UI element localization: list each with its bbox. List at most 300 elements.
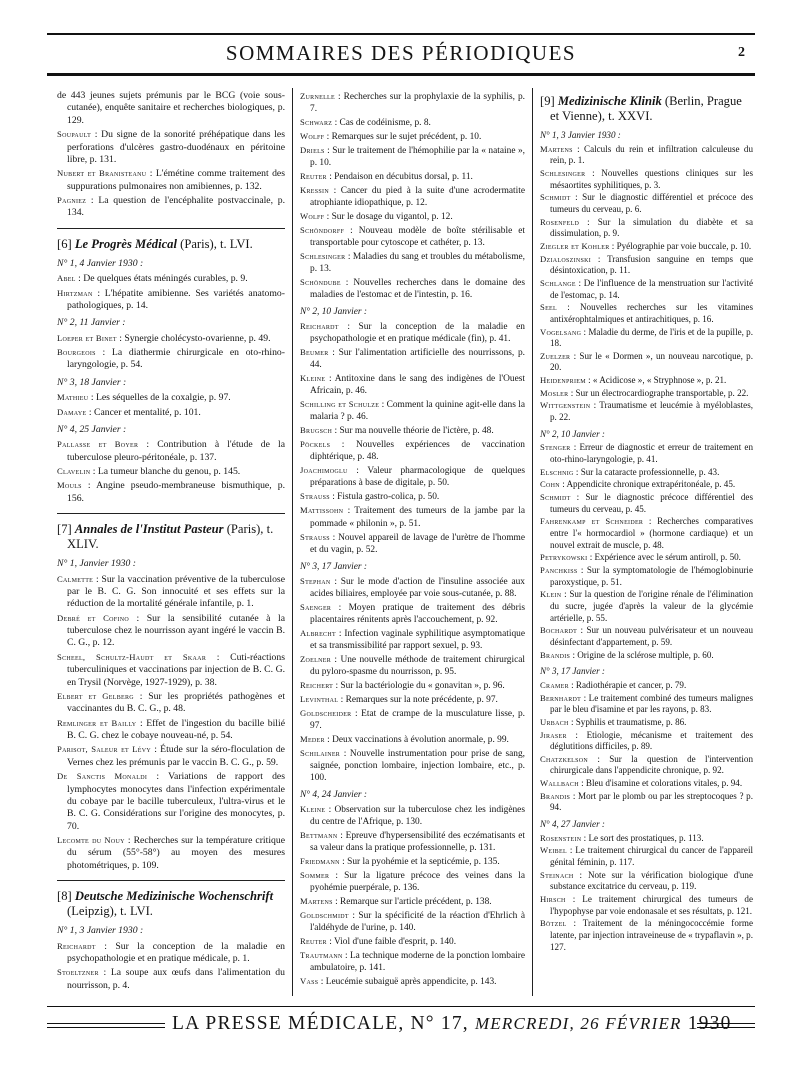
entry xyxy=(300,747,525,784)
entry-text: : Recherches comparatives entre l'« hormocardiol » (hormone cardiaque) et un nouvel extrait de muscle, p. 48. xyxy=(550,516,754,550)
entry-text: : Infection vaginale syphilitique asymptomatique et sa transmissibilité par rapport sexuel, p. 93. xyxy=(310,628,525,651)
entry-author: Debré et Cofino xyxy=(57,612,129,623)
entry xyxy=(300,869,525,894)
entry-text: : Erreur de diagnostic et erreur de traitement en oto-rhino-laryngologie, p. 41. xyxy=(550,442,753,465)
entry-text: : L'hépatite amibienne. Ses variétés anatomo-pathologiques, p. 14. xyxy=(67,287,285,311)
entry-text: : Nouvelles recherches dans le domaine des maladies de l'estomac et de l'intestin, p. 16. xyxy=(310,278,525,301)
entry-author: Reuter xyxy=(300,171,327,182)
entry-author: Pöckels xyxy=(300,439,331,450)
column-2 xyxy=(300,90,525,989)
entry-author: Trautmann xyxy=(300,950,343,960)
entry-text: : Radiothérapie et cancer, p. 79. xyxy=(568,679,687,690)
journal-heading xyxy=(540,94,753,124)
column-3 xyxy=(540,90,753,954)
entry-text: : De l'influence de la menstruation sur l'activité de l'estomac, p. 14. xyxy=(550,277,753,300)
entry-author: Hirsch xyxy=(540,894,566,905)
page-header xyxy=(47,39,755,69)
entry xyxy=(300,184,525,209)
entry xyxy=(540,388,753,400)
issue-heading: N° 2, 11 Janvier : xyxy=(57,317,126,329)
entry xyxy=(300,372,525,397)
entry-author: Elbert et Gelberg xyxy=(57,690,134,701)
entry-text: : Remarques sur le sujet précédent, p. 10. xyxy=(324,132,482,143)
entry-author: Reuter xyxy=(300,935,327,946)
journal-number: [7] xyxy=(57,522,72,537)
entry-author: Goldscheider xyxy=(300,707,352,718)
entry-author: Schlange xyxy=(540,277,576,288)
entry-text: : La diathermie chirurgicale en oto-rhino-laryngologie, p. 54. xyxy=(67,347,285,371)
entry-text: : Le traitement combiné des tumeurs malignes par le bleu d'isamine et par les rayons, p. 83. xyxy=(550,692,753,715)
entry-author: Bourgeois xyxy=(57,347,96,357)
entry xyxy=(57,167,285,193)
journal-heading xyxy=(57,889,285,919)
entry xyxy=(540,217,753,240)
entry-text: : De quelques états méningés curables, p. 9. xyxy=(75,273,248,285)
entry-author: Heidenpriem xyxy=(540,375,586,386)
entry xyxy=(300,250,525,275)
entry-text: : Nouvelles expériences de vaccination diphtérique, p. 48. xyxy=(310,440,525,463)
entry xyxy=(57,406,285,419)
entry-text: : Note sur la vérification biologique d'une substance excitatrice du cerveau, p. 119. xyxy=(550,869,753,892)
entry-text: : Nouveau modèle de boîte stérilisable et transportable pour cytoscope et cathéter, p. 13. xyxy=(310,226,525,249)
entry-author: Kressin xyxy=(300,185,329,196)
entry-text: : Synergie cholécysto-ovarienne, p. 49. xyxy=(116,332,271,344)
entry-text: : Sur l'alimentation artificielle des nourrissons, p. 44. xyxy=(310,348,525,371)
entry-text: : Effet de l'ingestion du bacille bilié B. C. G. chez le cobaye nouveau-né, p. 54. xyxy=(67,717,285,741)
entry-author: Rosenfeld xyxy=(540,216,580,227)
entry-author: Schilling et Schulze xyxy=(300,399,380,410)
entry xyxy=(300,276,525,301)
entry xyxy=(540,565,753,588)
entry-text: : Syphilis et traumatisme, p. 86. xyxy=(568,716,687,727)
entry-text: : Sur le traitement de l'hémophilie par la « nataine », p. 10. xyxy=(310,146,525,169)
entry xyxy=(540,479,753,491)
entry-text: : Sur le diagnostic précoce différentiel des tumeurs du cerveau, p. 45. xyxy=(550,492,753,514)
entry xyxy=(540,442,753,465)
entry xyxy=(300,829,525,854)
entry-author: Klein xyxy=(540,589,562,600)
entry-text: : Sur la conception de la maladie en psychopathologie et en pratique médicale, p. 1. xyxy=(67,940,285,964)
journal-title: Medizinische Klinik xyxy=(557,94,662,108)
entry-text: : Etat de crampe de la musculature lisse, p. 97. xyxy=(310,708,525,731)
entry xyxy=(300,601,525,626)
entry-text: : Cancer et mentalité, p. 101. xyxy=(86,406,201,418)
entry-text: : Deux vaccinations à évolution anormale, p. 99. xyxy=(324,734,509,745)
entry-author: Pallasse et Boyer xyxy=(57,439,139,450)
entry-text: : Le traitement chirurgical du cancer de l'appareil génital féminin, p. 117. xyxy=(550,845,753,868)
entry xyxy=(300,490,525,503)
entry xyxy=(57,651,285,689)
entry xyxy=(57,346,285,372)
entry-author: Parisot, Saleur et Lévy xyxy=(57,744,152,755)
entry-author: Martens xyxy=(300,895,333,906)
journal-details: (Paris), t. XLIV. xyxy=(67,522,274,552)
entry-text: : Sur un nouveau pulvérisateur et un nouveau désinfectant d'appartement, p. 59. xyxy=(550,625,753,647)
entry-text: : Sur la pyohémie et la septicémie, p. 135. xyxy=(339,856,500,867)
journal-details: (Leipzig), t. LVI. xyxy=(67,904,153,919)
entry-author: Bernhardt xyxy=(540,692,582,703)
entry-author: Remlinger et Bailly xyxy=(57,717,137,728)
entry-text: : Traitement de la méningococcémie forme latente, par injection intraveineuse de « trypaflavin », p. 127. xyxy=(550,918,753,952)
entry-author: Schwarz xyxy=(300,117,333,128)
entry xyxy=(540,625,753,648)
entry-text: : Traitement des tumeurs de la jambe par la pommade « philonin », p. 51. xyxy=(310,506,525,529)
entry-text: : La question de l'encéphalite postvaccinale, p. 134. xyxy=(67,195,285,219)
entry xyxy=(300,424,525,437)
column-divider-right xyxy=(532,88,533,996)
entry xyxy=(540,241,753,253)
entry-text: : Maladies du sang et troubles du métabolisme, p. 13. xyxy=(310,252,525,275)
issue-heading: N° 1, Janvier 1930 : xyxy=(57,558,136,570)
entry xyxy=(540,717,753,729)
entry-author: Reichert xyxy=(300,679,334,690)
entry-text: : Nouvel appareil de lavage de l'urètre de l'homme et du vagin, p. 52. xyxy=(310,532,525,555)
entry xyxy=(540,192,753,215)
entry xyxy=(540,278,753,301)
entry xyxy=(300,909,525,934)
entry xyxy=(540,791,753,814)
entry xyxy=(57,966,285,992)
entry-text: : Sur la spécificité de la réaction d'Ehrlich à l'aldéhyde de l'urine, p. 140. xyxy=(310,910,525,933)
entry-text: : Mort par le plomb ou par les streptocoques ? p. 94. xyxy=(550,790,753,813)
entry-author: Rosenstein xyxy=(540,832,582,843)
entry-author: Schlesinger xyxy=(300,251,346,262)
entry-text: : Sur la bactériologie du « gonavitan », p. 96. xyxy=(333,680,505,691)
page-footer xyxy=(47,1013,755,1044)
entry-text: : Sur le diagnostic différentiel et précoce des tumeurs du cerveau, p. 6. xyxy=(550,192,753,214)
entry xyxy=(57,479,285,505)
entry-author: Brandis xyxy=(540,790,571,801)
issue-heading: N° 3, 17 Janvier : xyxy=(300,561,368,572)
entry xyxy=(57,743,285,769)
entry-text: : Cas de codéinisme, p. 8. xyxy=(332,118,431,129)
entry xyxy=(300,575,525,600)
entry xyxy=(300,320,525,345)
entry xyxy=(540,254,753,277)
entry-text: : Etiologie, mécanisme et traitement des déglutitions difficiles, p. 89. xyxy=(550,729,753,752)
journal-title: Le Progrès Médical xyxy=(74,236,177,251)
entry-author: Mattissohn xyxy=(300,505,344,516)
entry-author: Hirtzman xyxy=(57,287,93,298)
entry xyxy=(57,834,285,872)
entry-author: Petrykowski xyxy=(540,552,588,563)
entry-author: Friedmann xyxy=(300,855,340,866)
entry-text: : Leucémie subaiguë après appendicite, p. 143. xyxy=(318,977,497,988)
entry xyxy=(57,128,285,166)
entry-author: Beumer xyxy=(300,347,329,358)
entry-text: : Transfusion sanguine en temps que désintoxication, p. 11. xyxy=(550,253,753,276)
entry-text: : Sur la question de l'intervention chirurgicale dans l'appendicite chronique, p. 92. xyxy=(550,753,753,776)
entry xyxy=(300,935,525,948)
entry-author: Stephan xyxy=(300,575,331,586)
entry-text: : La tumeur blanche du genou, p. 145. xyxy=(90,466,241,477)
entry-text: : Nouvelles questions cliniques sur les mésaortites syphilitiques, p. 3. xyxy=(550,167,753,190)
entry xyxy=(300,855,525,868)
footer-ornament-left xyxy=(47,1023,165,1028)
entry-author: Driels xyxy=(300,145,325,156)
entry-text: : Sur les propriétés pathogènes et vaccinantes du B. C. G., p. 48. xyxy=(67,690,286,715)
entry xyxy=(300,531,525,556)
entry-author: Wallbach xyxy=(540,778,579,789)
entry xyxy=(57,391,285,404)
section-rule xyxy=(57,228,285,229)
entry-text: : L'émétine comme traitement des suppurations pulmonaires non amibiennes, p. 132. xyxy=(67,168,285,192)
entry xyxy=(300,975,525,988)
entry-author: Stoeltzner xyxy=(57,967,99,978)
entry-author: Zoelner xyxy=(300,653,332,664)
entry-text: : Une nouvelle méthode de traitement chirurgical du pyloro-spasme du nourrisson, p. 95. xyxy=(310,654,525,677)
entry xyxy=(300,733,525,746)
entry-text: : Remarques sur la note précédente, p. 97. xyxy=(338,694,498,705)
entry-text: : La technique moderne de la ponction lombaire ambulatoire, p. 141. xyxy=(310,951,525,974)
entry-author: Bötzel xyxy=(540,918,567,929)
entry xyxy=(300,130,525,143)
entry-author: Weibel xyxy=(540,845,567,856)
entry xyxy=(300,170,525,183)
entry xyxy=(540,400,753,423)
issue-heading: N° 2, 10 Janvier : xyxy=(540,428,605,439)
entry-author: Lecomte du Nouy xyxy=(57,835,125,845)
entry xyxy=(57,940,285,966)
entry-text: : Origine de la sclérose multiple, p. 60. xyxy=(570,649,714,660)
footer-ornament-right xyxy=(697,1023,755,1028)
entry-text: : Sur le dosage du vigantol, p. 12. xyxy=(324,212,453,223)
entry-author: Steinach xyxy=(540,869,574,880)
entry xyxy=(57,332,285,345)
issue-heading: N° 3, 18 Janvier : xyxy=(57,376,127,388)
entry xyxy=(300,627,525,652)
entry-text: : Sur la vaccination préventive de la tuberculose par le B. C. G. Son innocuité et ses effets sur la réduction de la mortalité générale infantile, p. 1. xyxy=(67,573,285,610)
entry xyxy=(540,680,753,692)
entry-author: Chatzkelson xyxy=(540,753,589,764)
entry-text: : Pyélographie par voie buccale, p. 10. xyxy=(609,240,752,251)
entry xyxy=(300,90,525,115)
journal-heading xyxy=(57,237,285,252)
entry-text: : Étude sur la séro-floculation de Vernes chez les prémunis par le vaccin B. C. G., p. 59. xyxy=(67,744,285,768)
column-divider-left xyxy=(292,88,293,996)
entry-author: Reichardt xyxy=(300,321,339,332)
entry-text: : Variations de rapport des lymphocytes monocytes dans l'infection expérimentale du cobaye par le bacille tuberculeux, l'ultra-virus et le B. C. G. Considérations sur l'origine des monocytes, p. 70. xyxy=(67,771,286,832)
entry xyxy=(300,693,525,706)
entry xyxy=(300,895,525,908)
entry-text: : Observation sur la tuberculose chez les indigènes du centre de l'Afrique, p. 130. xyxy=(310,804,525,827)
header-rule-bottom xyxy=(47,73,755,76)
entry-author: Wolff xyxy=(300,211,325,222)
entry xyxy=(300,653,525,678)
entry xyxy=(300,144,525,169)
entry xyxy=(300,116,525,129)
entry xyxy=(540,918,753,953)
entry xyxy=(57,717,285,743)
issue-heading: N° 4, 25 Janvier : xyxy=(57,423,127,435)
entry-text: : Sur la question de l'origine rénale de l'élimination du sucre, jugée d'après la valeur de la glycémie artérielle, p. 55. xyxy=(550,589,753,623)
journal-details: (Berlin, Prague et Vienne), t. XXVI. xyxy=(550,94,742,123)
entry-text: : Epreuve d'hypersensibilité des eczématisants et sa valeur dans la pratique professionnelle, p. 131. xyxy=(310,830,525,853)
entry-author: Sommer xyxy=(300,869,330,880)
entry-author: Ziegler et Kohler xyxy=(540,240,610,251)
page-number: 2 xyxy=(738,45,745,60)
journal-number: [6] xyxy=(57,236,72,251)
entry xyxy=(540,833,753,845)
entry-text: : Le traitement chirurgical des tumeurs de l'hypophyse par voie endonasale et ses résultats, p. 121. xyxy=(550,894,753,916)
journal-number: [8] xyxy=(57,889,72,904)
entry xyxy=(540,650,753,662)
entry-author: Vogelsang xyxy=(540,326,582,337)
entry xyxy=(540,870,753,893)
column-1 xyxy=(57,90,285,993)
entry-author: Scheel, Schultz-Haudt et Skaar xyxy=(57,651,207,662)
entry-text: : Sur un électrocardiographe transportable, p. 22. xyxy=(568,387,749,398)
footer-publication: LA PRESSE MÉDICALE, N° 17, xyxy=(172,1013,469,1034)
entry-author: Jiraser xyxy=(540,729,567,740)
entry-text: : Contribution à l'étude de la tuberculose pleuro-péritonéale, p. 137. xyxy=(67,439,285,463)
entry-author: Urbach xyxy=(540,716,569,727)
entry-text: : Bleu d'isamine et colorations vitales, p. 94. xyxy=(578,778,743,789)
entry xyxy=(57,272,285,285)
entry-text: : Sur ma nouvelle théorie de l'ictère, p. 48. xyxy=(332,426,494,437)
entry-author: Mathieu xyxy=(57,392,89,403)
page-title: SOMMAIRES DES PÉRIODIQUES xyxy=(225,41,577,65)
entry-text: : Viol d'une faible d'esprit, p. 140. xyxy=(326,936,457,947)
entry-author: Schmidt xyxy=(540,192,571,203)
entry xyxy=(300,210,525,223)
entry xyxy=(300,346,525,371)
entry-author: Seel xyxy=(540,302,557,313)
entry-author: Kleine xyxy=(300,373,326,384)
entry xyxy=(300,438,525,463)
issue-heading: N° 1, 4 Janvier 1930 : xyxy=(57,257,144,269)
entry xyxy=(540,589,753,624)
entry-text: : Pendaison en décubitus dorsal, p. 11. xyxy=(326,172,473,183)
entry-text: de 443 jeunes sujets prémunis par le BCG (voie sous-cutanée), enquête sanitaire et recherches biologiques, p. 129. xyxy=(57,90,285,126)
entry-author: Loeper et Binet xyxy=(57,332,117,343)
entry-text: : Valeur pharmacologique de quelques préparations à base de digitale, p. 50. xyxy=(310,466,525,489)
entry xyxy=(300,679,525,692)
entry xyxy=(540,552,753,564)
entry-author: Mosler xyxy=(540,387,569,398)
entry-text: : Maladie du derme, de l'iris et de la pupille, p. 18. xyxy=(550,326,753,349)
issue-heading: N° 3, 17 Janvier : xyxy=(540,666,605,677)
entry-author: Panchkiss xyxy=(540,564,578,575)
entry-text: : Sur la sensibilité cutanée à la tuberculose chez le nourrisson ayant ingéré le vaccin B. C. G., p. 12. xyxy=(67,612,286,649)
entry-author: Meder xyxy=(300,733,325,744)
entry-text: : Moyen pratique de traitement des débris placentaires rénitents après l'accouchement, p. 92. xyxy=(310,602,525,625)
entry-text: : Antitoxine dans le sang des indigènes de l'Ouest Africain, p. 46. xyxy=(310,374,525,397)
entry-author: Goldschmidt xyxy=(300,909,349,920)
entry-author: Brugsch xyxy=(300,425,333,436)
footer-text xyxy=(172,1013,732,1035)
entry xyxy=(57,194,285,220)
entry-author: Abel xyxy=(57,273,76,284)
entry xyxy=(540,894,753,917)
entry-text: : Sur le « Dormen », un nouveau narcotique, p. 20. xyxy=(550,350,753,373)
entry-text: : Nouvelles recherches sur les vitamines antixérophtalmiques et antirachitiques, p. 16. xyxy=(550,302,753,324)
entry-author: Zuelzer xyxy=(540,350,571,361)
entry-author: Schmidt xyxy=(540,492,571,503)
entry xyxy=(540,845,753,868)
entry-text: : Sur le mode d'action de l'insuline associée aux acides biliaires, employée par voie sous-cutanée, p. 88. xyxy=(310,576,525,599)
entry xyxy=(540,351,753,374)
issue-heading: N° 1, 3 Janvier 1930 : xyxy=(57,925,144,937)
entry xyxy=(300,707,525,732)
entry-text: : Fistula gastro-colica, p. 50. xyxy=(329,492,440,503)
issue-heading: N° 1, 3 Janvier 1930 : xyxy=(540,130,621,140)
entry xyxy=(300,464,525,489)
entry-text: : « Acidicose », « Stryphnose », p. 21. xyxy=(585,375,727,386)
entry xyxy=(540,302,753,325)
entry xyxy=(540,730,753,753)
footer-date: MERCREDI, 26 FÉVRIER xyxy=(474,1014,682,1033)
entry-text: : Traumatisme et leucémie à myéloblastes, p. 22. xyxy=(550,400,753,423)
entry-author: Fahrenkamp et Schneider xyxy=(540,516,644,527)
entry-author: Strauss xyxy=(300,531,330,542)
entry-text: : Remarque sur l'article précédent, p. 138. xyxy=(332,896,492,907)
entry xyxy=(57,90,285,127)
entry xyxy=(57,612,285,650)
entry xyxy=(540,327,753,350)
entry-author: Clavelin xyxy=(57,466,91,476)
entry-text: : Expérience avec le sérum antiroll, p. 50. xyxy=(587,552,741,563)
entry-author: Strauss xyxy=(300,491,330,502)
entry-text: : Nouvelle instrumentation pour prise de sang, saignée, ponction lombaire, injection lombaire, etc., p. 100. xyxy=(310,748,525,783)
entry-text: : Comment la quinine agit-elle dans la malaria ? p. 46. xyxy=(310,400,525,423)
header-rule-top xyxy=(47,33,755,35)
journal-details: (Paris), t. LVI. xyxy=(176,236,253,251)
entry-author: Wittgenstein xyxy=(540,400,591,411)
entry-author: Saenger xyxy=(300,601,332,612)
entry xyxy=(540,467,753,479)
entry-author: Pagniez xyxy=(57,195,87,205)
entry-author: Schöndorff xyxy=(300,225,345,236)
entry xyxy=(540,516,753,551)
entry-text: : Sur la simulation du diabète et sa dissimulation, p. 9. xyxy=(550,216,753,239)
entry xyxy=(300,224,525,249)
entry xyxy=(300,803,525,828)
entry-text: : Sur la conception de la maladie en psychopathologie et en pratique médicale (fin), p. 41. xyxy=(310,322,525,345)
entry xyxy=(57,438,285,464)
entry-text: : Angine pseudo-membraneuse bismuthique, p. 156. xyxy=(67,480,285,504)
entry-author: Calmette xyxy=(57,573,94,584)
entry xyxy=(57,287,285,313)
entry-author: Cramer xyxy=(540,679,569,690)
entry-author: Albrecht xyxy=(300,627,336,638)
entry xyxy=(540,754,753,777)
entry xyxy=(540,144,753,167)
entry-author: Levinthal xyxy=(300,693,339,704)
entry-text: : Sur la symptomatologie de l'hémoglobinurie paroxystique, p. 51. xyxy=(550,564,753,587)
entry-author: Bochardt xyxy=(540,625,578,636)
section-rule xyxy=(57,513,285,514)
entry-author: Wolff xyxy=(300,131,325,142)
entry-author: Cohn xyxy=(540,479,560,490)
entry-author: Bettmann xyxy=(300,829,338,840)
entry-author: Vass xyxy=(300,976,319,987)
entry-text: : Cancer du pied à la suite d'une acrodermatite atrophiante idiopathique, p. 12. xyxy=(310,186,525,209)
entry xyxy=(540,492,753,515)
entry xyxy=(300,504,525,529)
entry-author: Elschnig xyxy=(540,466,574,477)
entry xyxy=(540,778,753,790)
entry-text: : Du signe de la sonorité préhépatique dans les perforations d'ulcères gastro-duodénaux en péritoine libre, p. 131. xyxy=(67,129,285,165)
entry-author: Schöndube xyxy=(300,277,341,288)
entry xyxy=(57,770,285,833)
entry xyxy=(300,949,525,974)
entry xyxy=(57,465,285,478)
journal-title: Annales de l'Institut Pasteur xyxy=(74,522,224,537)
section-rule xyxy=(57,880,285,881)
issue-heading: N° 4, 24 Janvier : xyxy=(300,789,368,800)
entry-author: Nubert et Branisteanu xyxy=(57,168,147,179)
